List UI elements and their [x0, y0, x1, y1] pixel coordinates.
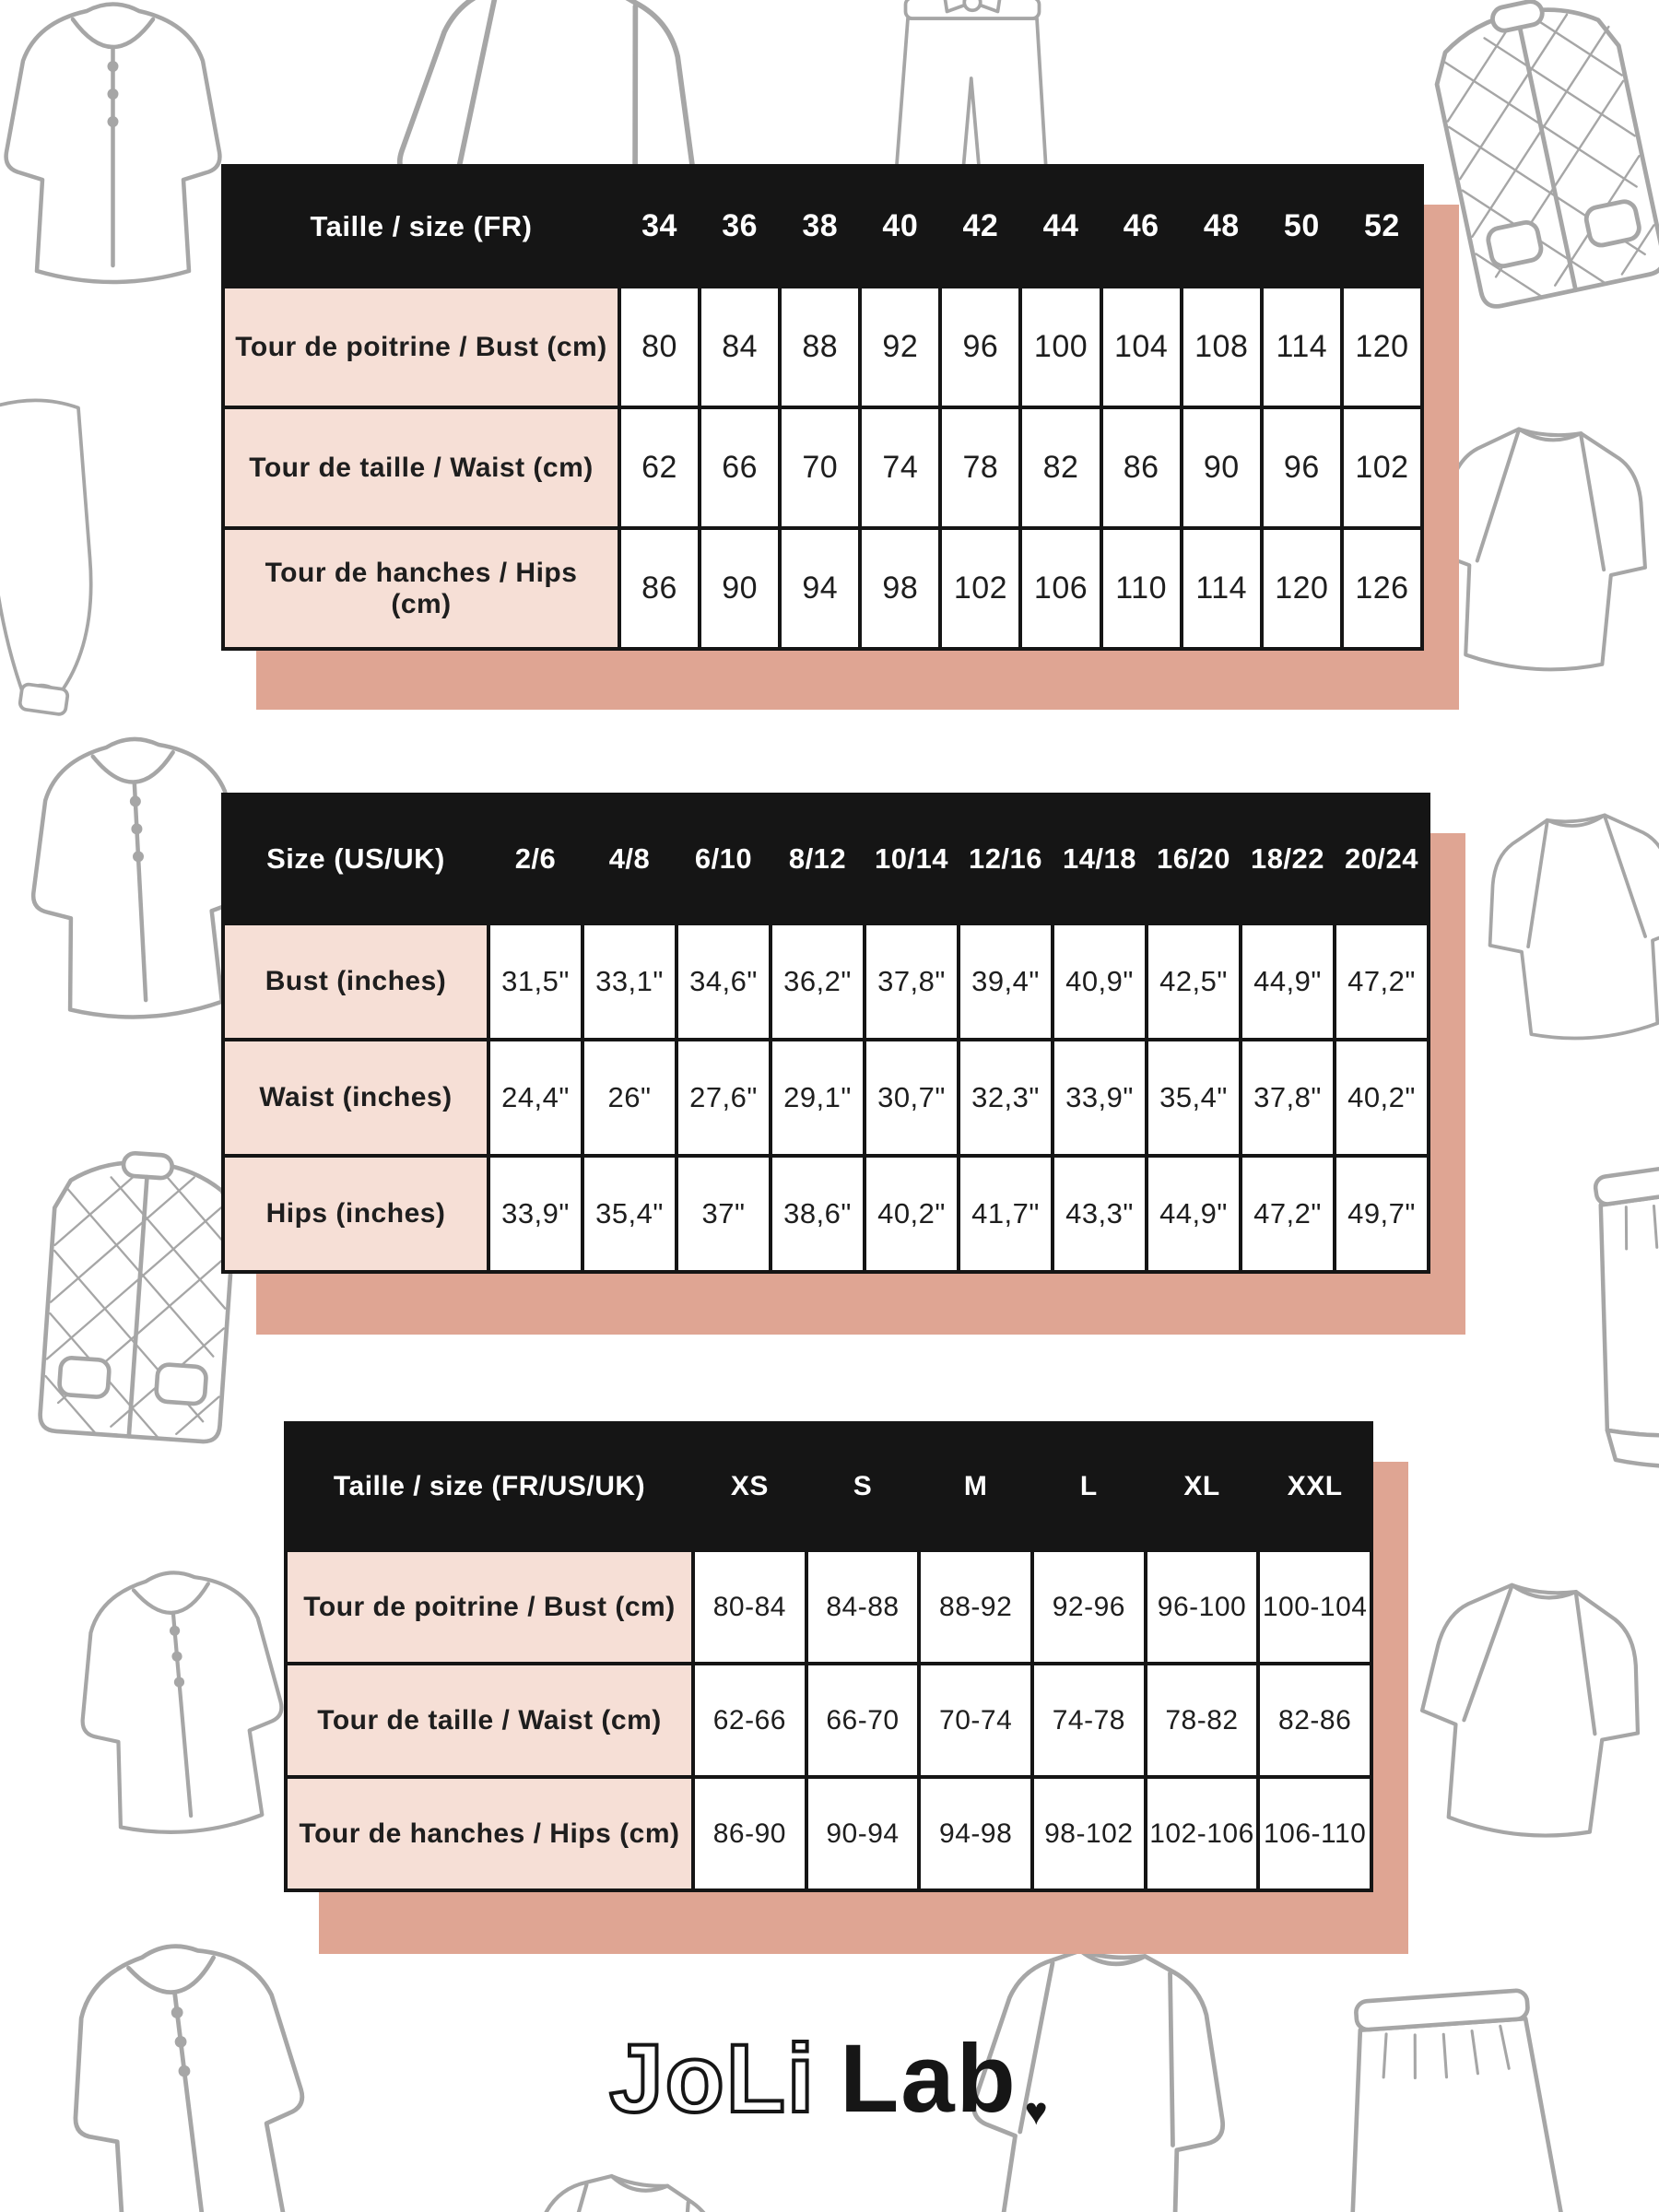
- measurement-cell: 96-100: [1144, 1548, 1257, 1662]
- measurement-cell: 62: [618, 406, 698, 526]
- measurement-cell: 70: [778, 406, 858, 526]
- size-header-cell: 6/10: [675, 796, 769, 922]
- row-label-waist: Tour de taille / Waist (cm): [225, 406, 618, 526]
- measurement-cell: 37,8": [863, 922, 957, 1038]
- size-header-cell: 52: [1340, 168, 1420, 285]
- row-label-bust: Bust (inches): [225, 922, 487, 1038]
- size-header-cell: 10/14: [863, 796, 957, 922]
- size-header-cell: M: [917, 1425, 1030, 1548]
- size-header-cell: S: [805, 1425, 918, 1548]
- measurement-cell: 37": [675, 1154, 769, 1270]
- measurement-cell: 33,9": [1051, 1038, 1145, 1154]
- table-header-label: Taille / size (FR/US/UK): [288, 1425, 691, 1548]
- measurement-cell: 31,5": [487, 922, 581, 1038]
- row-label-waist: Tour de taille / Waist (cm): [288, 1662, 691, 1775]
- row-label-hips: Hips (inches): [225, 1154, 487, 1270]
- size-header-cell: XS: [691, 1425, 805, 1548]
- measurement-cell: 30,7": [863, 1038, 957, 1154]
- measurement-cell: 82: [1018, 406, 1099, 526]
- measurement-cell: 108: [1180, 285, 1260, 406]
- size-header-cell: 18/22: [1239, 796, 1333, 922]
- measurement-cell: 29,1": [769, 1038, 863, 1154]
- measurement-cell: 92: [858, 285, 938, 406]
- row-label-bust: Tour de poitrine / Bust (cm): [288, 1548, 691, 1662]
- measurement-cell: 42,5": [1145, 922, 1239, 1038]
- size-header-cell: 48: [1180, 168, 1260, 285]
- measurement-cell: 44,9": [1239, 922, 1333, 1038]
- size-header-cell: XL: [1144, 1425, 1257, 1548]
- logo-joli-text: JoLi: [609, 2025, 817, 2133]
- measurement-cell: 43,3": [1051, 1154, 1145, 1270]
- measurement-cell: 102: [1340, 406, 1420, 526]
- measurement-cell: 114: [1180, 526, 1260, 647]
- measurement-cell: 94-98: [917, 1775, 1030, 1888]
- measurement-cell: 100-104: [1256, 1548, 1370, 1662]
- size-header-cell: 46: [1100, 168, 1180, 285]
- measurement-cell: 33,1": [581, 922, 675, 1038]
- measurement-cell: 35,4": [1145, 1038, 1239, 1154]
- measurement-cell: 94: [778, 526, 858, 647]
- measurement-cell: 78: [938, 406, 1018, 526]
- measurement-cell: 78-82: [1144, 1662, 1257, 1775]
- measurement-cell: 34,6": [675, 922, 769, 1038]
- measurement-cell: 36,2": [769, 922, 863, 1038]
- measurement-cell: 86: [618, 526, 698, 647]
- size-header-cell: 20/24: [1333, 796, 1427, 922]
- size-header-cell: 38: [778, 168, 858, 285]
- logo-lab-text: Lab: [840, 2025, 1018, 2133]
- measurement-cell: 98: [858, 526, 938, 647]
- size-header-cell: 8/12: [769, 796, 863, 922]
- measurement-cell: 32,3": [957, 1038, 1051, 1154]
- size-header-cell: L: [1030, 1425, 1144, 1548]
- measurement-cell: 106: [1018, 526, 1099, 647]
- size-table-letter: [284, 1421, 1373, 1892]
- measurement-cell: 126: [1340, 526, 1420, 647]
- measurement-cell: 49,7": [1333, 1154, 1427, 1270]
- measurement-cell: 40,2": [1333, 1038, 1427, 1154]
- measurement-cell: 66-70: [805, 1662, 918, 1775]
- measurement-cell: 38,6": [769, 1154, 863, 1270]
- measurement-cell: 98-102: [1030, 1775, 1144, 1888]
- measurement-cell: 80: [618, 285, 698, 406]
- measurement-cell: 114: [1260, 285, 1340, 406]
- measurement-cell: 88-92: [917, 1548, 1030, 1662]
- size-header-cell: 44: [1018, 168, 1099, 285]
- size-header-cell: 14/18: [1051, 796, 1145, 922]
- size-table-fr: [221, 164, 1424, 651]
- measurement-cell: 37,8": [1239, 1038, 1333, 1154]
- measurement-cell: 90: [1180, 406, 1260, 526]
- measurement-cell: 35,4": [581, 1154, 675, 1270]
- measurement-cell: 106-110: [1256, 1775, 1370, 1888]
- joli-lab-logo: [0, 2024, 1659, 2135]
- measurement-cell: 41,7": [957, 1154, 1051, 1270]
- measurement-cell: 100: [1018, 285, 1099, 406]
- measurement-cell: 40,9": [1051, 922, 1145, 1038]
- measurement-cell: 70-74: [917, 1662, 1030, 1775]
- size-header-cell: 42: [938, 168, 1018, 285]
- measurement-cell: 110: [1100, 526, 1180, 647]
- measurement-cell: 82-86: [1256, 1662, 1370, 1775]
- measurement-cell: 74-78: [1030, 1662, 1144, 1775]
- measurement-cell: 80-84: [691, 1548, 805, 1662]
- measurement-cell: 84-88: [805, 1548, 918, 1662]
- measurement-cell: 47,2": [1239, 1154, 1333, 1270]
- table-header-label: Size (US/UK): [225, 796, 487, 922]
- measurement-cell: 90-94: [805, 1775, 918, 1888]
- size-header-cell: 40: [858, 168, 938, 285]
- measurement-cell: 24,4": [487, 1038, 581, 1154]
- measurement-cell: 96: [1260, 406, 1340, 526]
- measurement-cell: 26": [581, 1038, 675, 1154]
- measurement-cell: 86-90: [691, 1775, 805, 1888]
- size-header-cell: XXL: [1256, 1425, 1370, 1548]
- measurement-cell: 39,4": [957, 922, 1051, 1038]
- measurement-cell: 74: [858, 406, 938, 526]
- measurement-cell: 62-66: [691, 1662, 805, 1775]
- measurement-cell: 44,9": [1145, 1154, 1239, 1270]
- measurement-cell: 120: [1260, 526, 1340, 647]
- measurement-cell: 88: [778, 285, 858, 406]
- measurement-cell: 66: [698, 406, 778, 526]
- measurement-cell: 40,2": [863, 1154, 957, 1270]
- measurement-cell: 104: [1100, 285, 1180, 406]
- size-header-cell: 16/20: [1145, 796, 1239, 922]
- row-label-bust: Tour de poitrine / Bust (cm): [225, 285, 618, 406]
- size-header-cell: 36: [698, 168, 778, 285]
- measurement-cell: 86: [1100, 406, 1180, 526]
- row-label-hips: Tour de hanches / Hips (cm): [225, 526, 618, 647]
- measurement-cell: 120: [1340, 285, 1420, 406]
- row-label-hips: Tour de hanches / Hips (cm): [288, 1775, 691, 1888]
- measurement-cell: 102-106: [1144, 1775, 1257, 1888]
- size-header-cell: 12/16: [957, 796, 1051, 922]
- measurement-cell: 102: [938, 526, 1018, 647]
- heart-icon: ♥: [1024, 2089, 1050, 2133]
- measurement-cell: 33,9": [487, 1154, 581, 1270]
- measurement-cell: 96: [938, 285, 1018, 406]
- size-header-cell: 50: [1260, 168, 1340, 285]
- measurement-cell: 90: [698, 526, 778, 647]
- measurement-cell: 92-96: [1030, 1548, 1144, 1662]
- size-table-us-uk: [221, 793, 1430, 1274]
- row-label-waist: Waist (inches): [225, 1038, 487, 1154]
- measurement-cell: 84: [698, 285, 778, 406]
- table-header-label: Taille / size (FR): [225, 168, 618, 285]
- measurement-cell: 27,6": [675, 1038, 769, 1154]
- size-header-cell: 34: [618, 168, 698, 285]
- size-header-cell: 4/8: [581, 796, 675, 922]
- measurement-cell: 47,2": [1333, 922, 1427, 1038]
- size-header-cell: 2/6: [487, 796, 581, 922]
